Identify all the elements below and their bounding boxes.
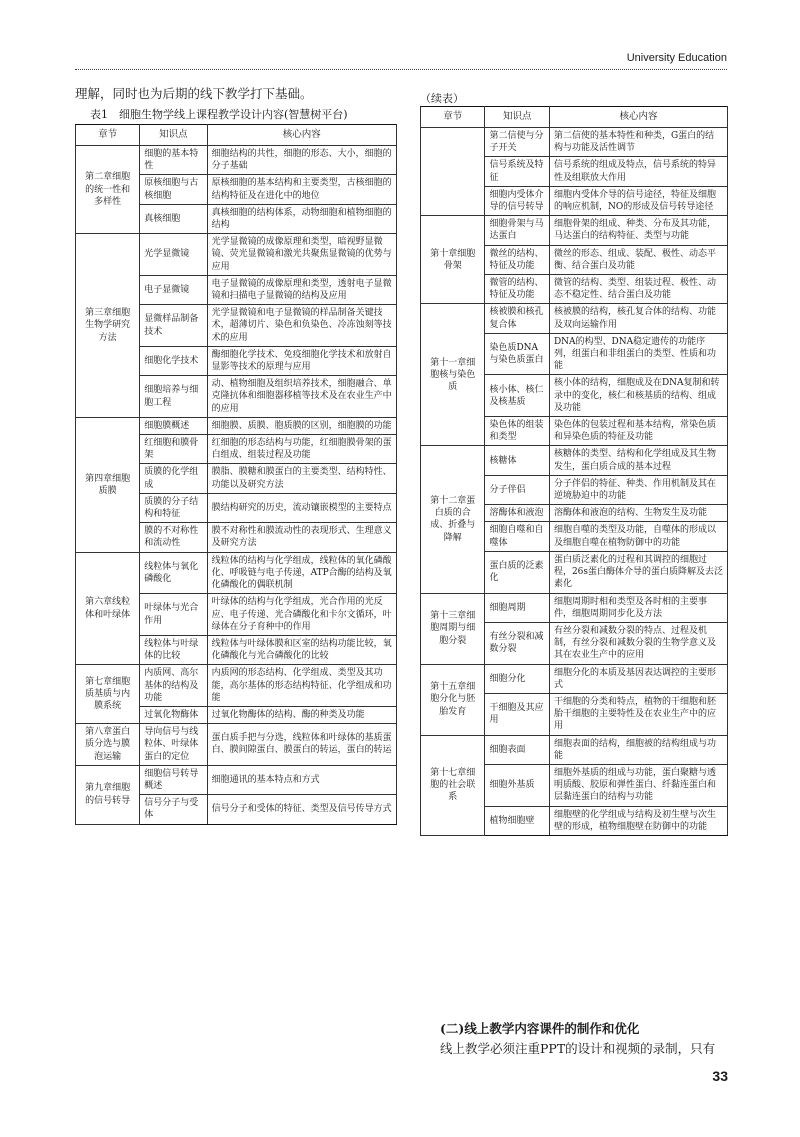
core-content-cell: 干细胞的分类和特点，植物的干细胞和胚胎干细胞的主要特性及在农业生产中的应用 <box>549 693 727 735</box>
core-content-cell: 核糖体的类型、结构和化学组成及其生物发生，蛋白质合成的基本过程 <box>549 446 727 475</box>
col-header-chapter: 章节 <box>76 125 140 146</box>
knowledge-point-cell: 细胞表面 <box>485 735 549 764</box>
knowledge-point-cell: 植物细胞壁 <box>485 806 549 835</box>
knowledge-point-cell: 显微样品制备技术 <box>140 305 207 347</box>
core-content-cell: 细胞膜、质膜、胞质膜的区别，细胞膜的功能 <box>207 417 396 434</box>
chapter-cell: 第六章线粒体和叶绿体 <box>76 552 140 665</box>
knowledge-point-cell: 微丝的结构、特征及功能 <box>485 245 549 274</box>
core-content-cell: 膜脂、膜糖和膜蛋白的主要类型、结构特性、功能以及研究方法 <box>207 464 396 493</box>
chapter-cell: 第十一章细胞核与染色质 <box>421 304 485 446</box>
core-content-cell: 细胞通讯的基本特点和方式 <box>207 765 396 794</box>
core-content-cell: 有丝分裂和减数分裂的特点、过程及机制，有丝分裂和减数分裂的生物学意义及其在农业生产中的应用 <box>549 622 727 664</box>
core-content-cell: 第二信使的基本特性和种类，G蛋白的结构与功能及活性调节 <box>549 128 727 157</box>
course-table-right <box>420 106 728 836</box>
knowledge-point-cell: 核被膜和核孔复合体 <box>485 304 549 333</box>
table-row <box>76 146 397 175</box>
core-content-cell: 内质网的形态结构、化学组成、类型及其功能，高尔基体的形态结构特征、化学组成和功能 <box>207 665 396 707</box>
col-header-knowledge: 知识点 <box>485 107 549 128</box>
knowledge-point-cell: 细胞分化 <box>485 664 549 693</box>
knowledge-point-cell: 微管的结构、特征及功能 <box>485 275 549 304</box>
knowledge-point-cell: 真核细胞 <box>140 204 207 233</box>
table-row <box>421 664 728 693</box>
table-row <box>421 446 728 475</box>
core-content-cell: 叶绿体的结构与化学组成，光合作用的光反应、电子传递、光合磷酸化和卡尔文循环，叶绿体在分子育种中的作用 <box>207 594 396 636</box>
course-table-left <box>75 124 397 825</box>
knowledge-point-cell: 细胞周期 <box>485 593 549 622</box>
core-content-cell: 核被膜的结构，核孔复合体的结构、功能及双向运输作用 <box>549 304 727 333</box>
table-row <box>421 128 728 157</box>
core-content-cell: 细胞骨架的组成、种类、分布及其功能，马达蛋白的结构特征、类型与功能 <box>549 216 727 245</box>
chapter-cell: 第九章细胞的信号转导 <box>76 765 140 824</box>
section-heading: (二)线上教学内容课件的制作和优化 <box>440 1021 640 1036</box>
knowledge-point-cell: 内质网、高尔基体的结构及功能 <box>140 665 207 707</box>
core-content-cell: 细胞结构的共性，细胞的形态、大小，细胞的分子基础 <box>207 146 396 175</box>
core-content-cell: 动、植物细胞及组织培养技术，细胞融合、单克隆抗体和细胞器移植等技术及在农业生产中的应用 <box>207 376 396 418</box>
col-header-chapter: 章节 <box>421 107 485 128</box>
knowledge-point-cell: 原核细胞与古核细胞 <box>140 175 207 204</box>
knowledge-point-cell: 蛋白质的泛素化 <box>485 551 549 593</box>
chapter-cell: 第十章细胞骨架 <box>421 216 485 304</box>
table-row <box>421 593 728 622</box>
page-number: 33 <box>712 1068 728 1084</box>
core-content-cell: 过氧化物酶体的结构、酶的种类及功能 <box>207 706 396 723</box>
knowledge-point-cell: 细胞信号转导概述 <box>140 765 207 794</box>
knowledge-point-cell: 电子显微镜 <box>140 275 207 304</box>
core-content-cell: 溶酶体和液泡的结构、生物发生及功能 <box>549 505 727 522</box>
knowledge-point-cell: 溶酶体和液泡 <box>485 505 549 522</box>
chapter-cell: 第十二章蛋白质的合成、折叠与降解 <box>421 446 485 593</box>
core-content-cell: 染色体的包装过程和基本结构，常染色质和异染色质的特征及功能 <box>549 417 727 446</box>
table-row <box>76 417 397 434</box>
knowledge-point-cell: 核糖体 <box>485 446 549 475</box>
knowledge-point-cell: 细胞外基质 <box>485 764 549 806</box>
table-row <box>76 234 397 276</box>
core-content-cell: 细胞内受体介导的信号途径，特征及细胞的响应机制，NO的形成及信号转导途径 <box>549 186 727 215</box>
chapter-cell: 第二章细胞的统一性和多样性 <box>76 146 140 234</box>
knowledge-point-cell: 过氧化物酶体 <box>140 706 207 723</box>
knowledge-point-cell: 细胞自噬和自噬体 <box>485 522 549 551</box>
core-content-cell: 信号系统的组成及特点，信号系统的特异性及组联放大作用 <box>549 157 727 186</box>
table-row <box>421 735 728 764</box>
knowledge-point-cell: 信号分子与受体 <box>140 795 207 824</box>
knowledge-point-cell: 染色体的组装和类型 <box>485 417 549 446</box>
knowledge-point-cell: 叶绿体与光合作用 <box>140 594 207 636</box>
knowledge-point-cell: 细胞膜概述 <box>140 417 207 434</box>
core-content-cell: 微管的结构、类型、组装过程、极性、动态不稳定性、结合蛋白及功能 <box>549 275 727 304</box>
core-content-cell: 细胞外基质的组成与功能，蛋白聚糖与透明质酸、胶原和弹性蛋白、纤黏连蛋白和层黏连蛋白的结构与功能 <box>549 764 727 806</box>
table-row <box>76 552 397 594</box>
knowledge-point-cell: 第二信使与分子开关 <box>485 128 549 157</box>
table-caption: 表1 细胞生物学线上课程教学设计内容(智慧树平台) <box>90 108 348 121</box>
knowledge-point-cell: 线粒体与叶绿体的比较 <box>140 635 207 664</box>
core-content-cell: 光学显微镜和电子显微镜的样品制备关键技术，超薄切片、染色和负染色、冷冻蚀刻等技术的应用 <box>207 305 396 347</box>
core-content-cell: 分子伴侣的特征、种类、作用机制及其在逆境胁迫中的功能 <box>549 475 727 504</box>
table-row <box>421 216 728 245</box>
core-content-cell: 蛋白质手把与分选，线粒体和叶绿体的基质蛋白、膜间隙蛋白、膜蛋白的转运，蛋白的转运 <box>207 724 396 766</box>
knowledge-point-cell: 红细胞和膜骨架 <box>140 435 207 464</box>
table-row <box>76 665 397 707</box>
core-content-cell: 细胞表面的结构，细胞被的结构组成与功能 <box>549 735 727 764</box>
col-header-core: 核心内容 <box>549 107 727 128</box>
core-content-cell: 电子显微镜的成像原理和类型，透射电子显微镜和扫描电子显微镜的结构及应用 <box>207 275 396 304</box>
knowledge-point-cell: 有丝分裂和减数分裂 <box>485 622 549 664</box>
core-content-cell: 细胞自噬的类型及功能，自噬体的形成以及细胞自噬在植物防御中的功能 <box>549 522 727 551</box>
knowledge-point-cell: 细胞内受体介导的信号转导 <box>485 186 549 215</box>
knowledge-point-cell: 信号系统及特征 <box>485 157 549 186</box>
core-content-cell: 红细胞的形态结构与功能，红细胞膜骨架的蛋白组成、组装过程及功能 <box>207 435 396 464</box>
core-content-cell: 膜结构研究的历史，流动镶嵌模型的主要特点 <box>207 493 396 522</box>
chapter-cell: 第七章细胞质基质与内膜系统 <box>76 665 140 724</box>
table-row <box>76 724 397 766</box>
journal-name: University Education <box>626 52 727 64</box>
core-content-cell: 真核细胞的结构体系，动物细胞和植物细胞的结构 <box>207 204 396 233</box>
chapter-cell: 第十三章细胞周期与细胞分裂 <box>421 593 485 664</box>
chapter-cell: 第三章细胞生物学研究方法 <box>76 234 140 418</box>
table-row <box>421 304 728 333</box>
knowledge-point-cell: 干细胞及其应用 <box>485 693 549 735</box>
core-content-cell: 线粒体的结构与化学组成，线粒体的氧化磷酸化、呼吸链与电子传递，ATP合酶的结构及氧化磷酸化的偶联机制 <box>207 552 396 594</box>
core-content-cell: 膜不对称性和膜流动性的表现形式、生理意义及研究方法 <box>207 523 396 552</box>
core-content-cell: 信号分子和受体的特征、类型及信号传导方式 <box>207 795 396 824</box>
core-content-cell: 微丝的形态、组成、装配、极性、动态平衡、结合蛋白及功能 <box>549 245 727 274</box>
core-content-cell: 光学显微镜的成像原理和类型，暗视野显微镜、荧光显微镜和激光共聚焦显微镜的优势与应用 <box>207 234 396 276</box>
section-paragraph: 线上教学必须注重PPT的设计和视频的录制，只有 <box>440 1041 716 1056</box>
core-content-cell: 核小体的结构，细胞成及在DNA复制和转录中的变化，核仁和核基质的结构、组成及功能 <box>549 375 727 417</box>
core-content-cell: 细胞分化的本质及基因表达调控的主要形式 <box>549 664 727 693</box>
core-content-cell: 细胞壁的化学组成与结构及初生壁与次生壁的形成，植物细胞壁在防御中的功能 <box>549 806 727 835</box>
core-content-cell: 原核细胞的基本结构和主要类型，古核细胞的结构特征及在进化中的地位 <box>207 175 396 204</box>
core-content-cell: DNA的构型、DNA稳定遗传的功能序列，组蛋白和非组蛋白的类型、性质和功能 <box>549 333 727 375</box>
knowledge-point-cell: 细胞的基本特性 <box>140 146 207 175</box>
page-header <box>75 52 727 72</box>
core-content-cell: 蛋白质泛素化的过程和其调控的细胞过程，26s蛋白酶体介导的蛋白质降解及去泛素化 <box>549 551 727 593</box>
knowledge-point-cell: 细胞骨架与马达蛋白 <box>485 216 549 245</box>
chapter-cell: 第四章细胞质膜 <box>76 417 140 552</box>
knowledge-point-cell: 细胞化学技术 <box>140 346 207 375</box>
knowledge-point-cell: 质膜的化学组成 <box>140 464 207 493</box>
col-header-core: 核心内容 <box>207 125 396 146</box>
intro-text: 理解，同时也为后期的线下教学打下基础。 <box>75 86 313 101</box>
knowledge-point-cell: 分子伴侣 <box>485 475 549 504</box>
chapter-cell <box>421 128 485 216</box>
knowledge-point-cell: 染色质DNA与染色质蛋白 <box>485 333 549 375</box>
knowledge-point-cell: 核小体、核仁及核基质 <box>485 375 549 417</box>
header-divider <box>75 69 727 70</box>
chapter-cell: 第十七章细胞的社会联系 <box>421 735 485 835</box>
table-continued-caption: （续表） <box>420 92 464 105</box>
col-header-knowledge: 知识点 <box>140 125 207 146</box>
table-row <box>76 765 397 794</box>
core-content-cell: 细胞周期时相和类型及各时相的主要事件，细胞周期同步化及方法 <box>549 593 727 622</box>
knowledge-point-cell: 光学显微镜 <box>140 234 207 276</box>
knowledge-point-cell: 膜的不对称性和流动性 <box>140 523 207 552</box>
knowledge-point-cell: 细胞培养与细胞工程 <box>140 376 207 418</box>
knowledge-point-cell: 导向信号与线粒体、叶绿体蛋白的定位 <box>140 724 207 766</box>
chapter-cell: 第八章蛋白质分选与膜泡运输 <box>76 724 140 766</box>
chapter-cell: 第十五章细胞分化与胚胎发育 <box>421 664 485 735</box>
knowledge-point-cell: 线粒体与氧化磷酸化 <box>140 552 207 594</box>
core-content-cell: 酶细胞化学技术、免疫细胞化学技术和放射自显影等技术的原理与应用 <box>207 346 396 375</box>
knowledge-point-cell: 质膜的分子结构和特征 <box>140 493 207 522</box>
core-content-cell: 线粒体与叶绿体膜和区室的结构功能比较，氧化磷酸化与光合磷酸化的比较 <box>207 635 396 664</box>
